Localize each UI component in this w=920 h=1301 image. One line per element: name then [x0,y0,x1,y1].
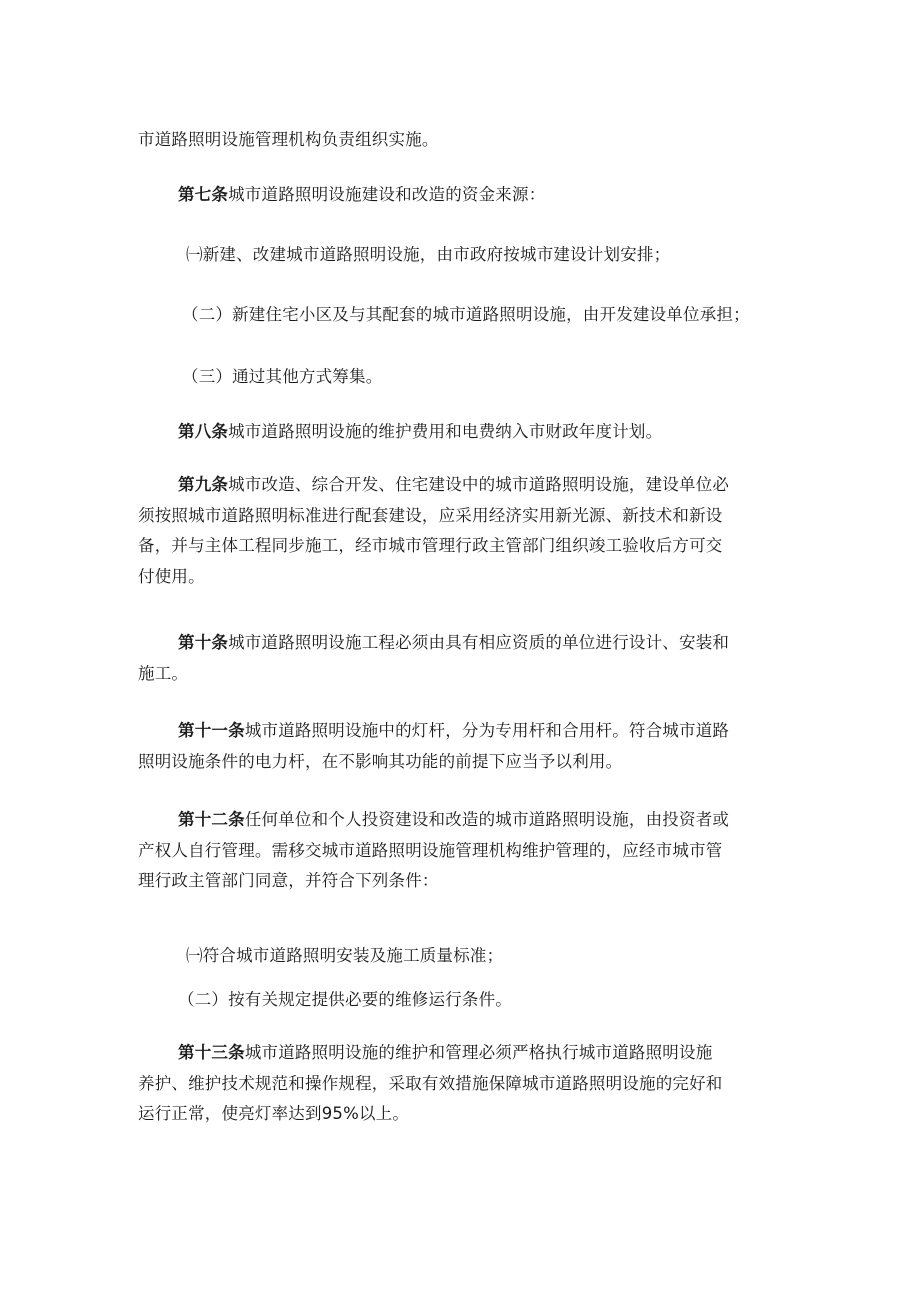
article-8 [178,417,828,448]
article-11 [138,716,788,777]
text-line: 照明设施条件的电力杆，在不影响其功能的前提下应当予以利用。 [138,751,623,771]
text-line: （二）按有关规定提供必要的维修运行条件。 [178,990,512,1009]
article-heading: 第十条 [178,633,229,652]
text-line: 城市道路照明设施的维护费用和电费纳入市财政年度计划。 [228,422,663,441]
article-9 [138,470,788,592]
text-line: ㈠符合城市道路照明安装及施工质量标准； [186,946,504,965]
text-line: （三）通过其他方式筹集。 [182,367,383,386]
text-line: 城市改造、综合开发、住宅建设中的城市道路照明设施，建设单位必 [228,475,730,494]
article-7 [178,180,828,211]
article-heading: 第十二条 [178,810,245,829]
text-line: 市道路照明设施管理机构负责组织实施。 [138,130,439,149]
article-heading: 第十三条 [178,1043,245,1062]
article-heading: 第九条 [178,475,229,494]
article-13 [138,1038,788,1130]
text-line: 城市道路照明设施的维护和管理必须严格执行城市道路照明设施 [244,1043,713,1062]
article-7-item-3 [182,362,832,393]
text-line: 运行正常，使亮灯率达到95%以上。 [138,1104,410,1123]
text-line: （二）新建住宅小区及与其配套的城市道路照明设施，由开发建设单位承担； [182,305,750,324]
article-7-item-1 [186,240,836,271]
text-line: 备，并与主体工程同步施工，经市城市管理行政主管部门组织竣工验收后方可交 [138,536,723,555]
article-12-item-2 [178,985,828,1016]
text-line: 产权人自行管理。需移交城市道路照明设施管理机构维护管理的，应经市城市管 [138,840,723,860]
text-line: 城市道路照明设施建设和改造的资金来源： [228,185,546,204]
article-heading: 第七条 [178,185,229,204]
article-7-item-2 [182,300,832,331]
article-12-item-1 [186,941,836,972]
text-line: 任何单位和个人投资建设和改造的城市道路照明设施，由投资者或 [244,810,730,829]
text-line: 施工。 [138,663,189,683]
text-line: 城市道路照明设施中的灯杆，分为专用杆和合用杆。符合城市道路 [244,721,730,740]
text-line: 须按照城市道路照明标准进行配套建设，应采用经济实用新光源、新技术和新设 [138,505,723,525]
article-12 [138,805,788,897]
text-line: ㈠新建、改建城市道路照明设施，由市政府按城市建设计划安排； [186,245,671,264]
text-line: 养护、维护技术规范和操作规程，采取有效措施保障城市道路照明设施的完好和 [138,1073,723,1093]
text-line: 城市道路照明设施工程必须由具有相应资质的单位进行设计、安装和 [228,633,730,652]
article-heading: 第八条 [178,422,229,441]
article-heading: 第十一条 [178,721,245,740]
article-10 [138,628,788,689]
text-line: 付使用。 [138,566,205,586]
paragraph-continuation [138,125,788,156]
text-line: 理行政主管部门同意，并符合下列条件： [138,871,439,890]
